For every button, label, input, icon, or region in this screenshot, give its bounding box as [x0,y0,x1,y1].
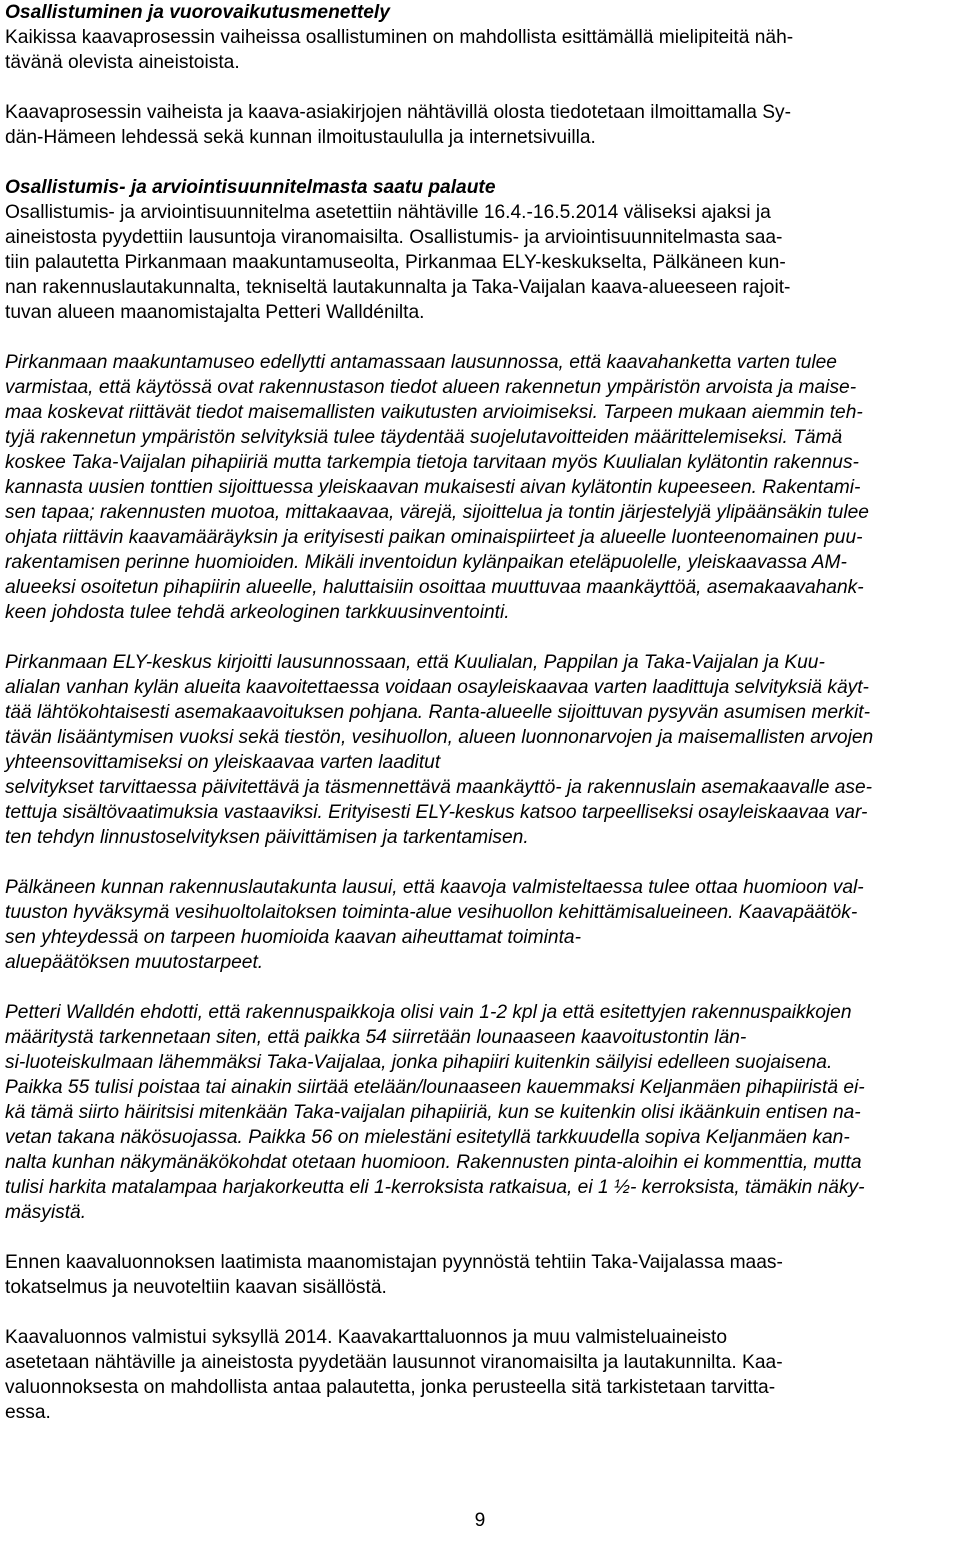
text-line: si-luoteiskulmaan lähemmäksi Taka-Vaijalaa, jonka pihapiiri kuitenkin säilyisi edelleen suojaisena. [5,1052,833,1073]
text-line: ohjata riittävin kaavamääräyksin ja erityisesti paikan ominaispiirteet ja alueelle luonteenomainen puu- [5,527,863,548]
section-ely [5,650,955,850]
paragraph [5,1250,955,1300]
paragraph [5,25,955,75]
text-line: valuonnoksesta on mahdollista antaa palautetta, jonka perusteella sitä tarkistetaan tarvitta- [5,1377,776,1398]
text-line: Osallistumis- ja arviointisuunnitelma asetettiin nähtäville 16.4.-16.5.2014 väliseksi ajaksi ja [5,202,771,223]
text-line: keen johdosta tulee tehdä arkeologinen tarkkuusinventointi. [5,602,510,623]
paragraph [5,200,955,325]
text-line: essa. [5,1402,51,1423]
text-line: Pirkanmaan ELY-keskus kirjoitti lausunnossaan, että Kuulialan, Pappilan ja Taka-Vaijalan ja Kuu- [5,652,825,673]
text-line: tokatselmus ja neuvoteltiin kaavan sisällöstä. [5,1277,387,1298]
text-line: aluepäätöksen muutostarpeet. [5,952,264,973]
text-line: nan rakennuslautakunnalta, tekniseltä lautakunnalta ja Taka-Vaijalan kaava-alueeseen rajoit- [5,277,791,298]
text-line: Kaavaluonnos valmistui syksyllä 2014. Kaavakarttaluonnos ja muu valmisteluaineisto [5,1327,728,1348]
text-line: määritystä tarkennetaan siten, että paikka 54 siirretään lounaaseen kaavoitustontin län- [5,1027,747,1048]
document-page [5,0,955,1425]
section-osallistuminen [5,0,955,150]
section-palaute [5,175,955,325]
section-wallden [5,1000,955,1225]
text-line: asetetaan nähtäville ja aineistosta pyydetään lausunnot viranomaisilta ja lautakunnilta. Kaa- [5,1352,783,1373]
text-line: tävänä olevista aineistoista. [5,52,240,73]
text-line: varmistaa, että käytössä ovat rakennustason tiedot alueen rakennetun ympäristön arvoista ja maise- [5,377,857,398]
section-maastokatselmus [5,1250,955,1300]
text-line: tiin palautetta Pirkanmaan maakuntamuseolta, Pirkanmaa ELY-keskukselta, Pälkäneen kun- [5,252,786,273]
text-line: sen yhteydessä on tarpeen huomioida kaavan aiheuttamat toiminta- [5,927,581,948]
text-line: kä tämä siirto häiritsisi mitenkään Taka-vaijalan pihapiiriä, kun se kuitenkin olisi ikäänkuin entisen na- [5,1102,861,1123]
text-line: maa koskevat riittävät tiedot maisemallisten vaikutusten arvioimiseksi. Tarpeen mukaan aiemmin teh- [5,402,863,423]
text-line: nalta kunhan näkymänäkökohdat otetaan huomioon. Rakennusten pinta-aloihin ei kommenttia, mutta [5,1152,862,1173]
text-line: dän-Hämeen lehdessä sekä kunnan ilmoitustaululla ja internetsivuilla. [5,127,596,148]
text-line: vetan takana näkösuojassa. Paikka 56 on mielestäni esitetyllä tarkkuudella sopiva Keljanmäen kan- [5,1127,850,1148]
text-line: alialan vanhan kylän alueita kaavoitettaessa voidaan osayleiskaavaa varten laadittuja selvityksiä käyt- [5,677,869,698]
text-line: tulisi harkita matalampaa harjakorkeutta eli 1-kerroksista ratkaisua, ei 1 ½- kerroksista, tämäkin näky- [5,1177,865,1198]
section-museo [5,350,955,625]
text-line: Petteri Walldén ehdotti, että rakennuspaikkoja olisi vain 1-2 kpl ja että esitettyjen rakennuspaikkojen [5,1002,852,1023]
text-line: selvitykset tarvittaessa päivitettävä ja täsmennettävä maankäyttö- ja rakennuslain asemakaavalle ase- [5,777,873,798]
text-line: mäsyistä. [5,1202,87,1223]
section-heading: Osallistuminen ja vuorovaikutusmenettely [5,2,390,23]
page-number: 9 [474,1510,486,1531]
text-line: Kaavaprosessin vaiheista ja kaava-asiakirjojen nähtävillä olosta tiedotetaan ilmoittamalla Sy- [5,102,792,123]
text-line: Pälkäneen kunnan rakennuslautakunta lausui, että kaavoja valmisteltaessa tulee ottaa huomioon val- [5,877,864,898]
text-line: ten tehdyn linnustoselvityksen päivittämisen ja tarkentamisen. [5,827,529,848]
paragraph [5,100,955,150]
text-line: alueeksi osoitetun pihapiirin alueelle, haluttaisiin osoittaa muuttuvaa maankäyttöä, asemakaavahank- [5,577,864,598]
text-line: rakentamisen perinne huomioiden. Mikäli inventoidun kylänpaikan eteläpuolelle, yleiskaavassa AM- [5,552,847,573]
text-line: tää lähtökohtaisesti asemakaavoituksen pohjana. Ranta-alueelle sijoittuvan pysyvän asumisen merkit- [5,702,870,723]
text-line: tuuston hyväksymä vesihuoltolaitoksen toiminta-alue vesihuollon kehittämisalueineen. Kaavapäätök- [5,902,858,923]
paragraph [5,350,955,625]
paragraph [5,875,955,975]
text-line: tyjä rakennetun ympäristön selvityksiä tulee täydentää suojelutavoitteiden määrittelemiseksi. Tämä [5,427,843,448]
paragraph [5,650,955,850]
text-line: aineistosta pyydettiin lausuntoja viranomaisilta. Osallistumis- ja arviointisuunnitelmasta saa- [5,227,783,248]
text-line: Paikka 55 tulisi poistaa tai ainakin siirtää etelään/lounaaseen kauemmaksi Keljanmäen pihapiiristä ei- [5,1077,865,1098]
section-rakennuslautakunta [5,875,955,975]
paragraph [5,1000,955,1225]
text-line: kannasta uusien tonttien sijoittuessa yleiskaavan mukaisesti aivan kylätontin kupeeseen. Rakentami- [5,477,861,498]
text-line: tävän lisääntymisen vuoksi sekä tiestön, vesihuollon, alueen luonnonarvojen ja maisemallisten arvojen [5,727,874,748]
section-heading: Osallistumis- ja arviointisuunnitelmasta saatu palaute [5,177,496,198]
text-line: Kaikissa kaavaprosessin vaiheissa osallistuminen on mahdollista esittämällä mielipiteitä näh- [5,27,794,48]
section-kaavaluonnos [5,1325,955,1425]
paragraph [5,1325,955,1425]
text-line: tettuja sisältövaatimuksia vastaaviksi. Erityisesti ELY-keskus katsoo tarpeelliseksi osayleiskaavaa var- [5,802,868,823]
text-line: Pirkanmaan maakuntamuseo edellytti antamassaan lausunnossa, että kaavahanketta varten tulee [5,352,837,373]
text-line: tuvan alueen maanomistajalta Petteri Walldénilta. [5,302,425,323]
text-line: koskee Taka-Vaijalan pihapiiriä mutta tarkempia tietoja tarvitaan myös Kuulialan kylätontin rakennus- [5,452,859,473]
text-line: Ennen kaavaluonnoksen laatimista maanomistajan pyynnöstä tehtiin Taka-Vaijalassa maas- [5,1252,783,1273]
text-line: sen tapaa; rakennusten muotoa, mittakaavaa, värejä, sijoittelua ja tontin järjestelyjä ylipäänsäkin tulee [5,502,869,523]
text-line: yhteensovittamiseksi on yleiskaavaa varten laaditut [5,752,441,773]
